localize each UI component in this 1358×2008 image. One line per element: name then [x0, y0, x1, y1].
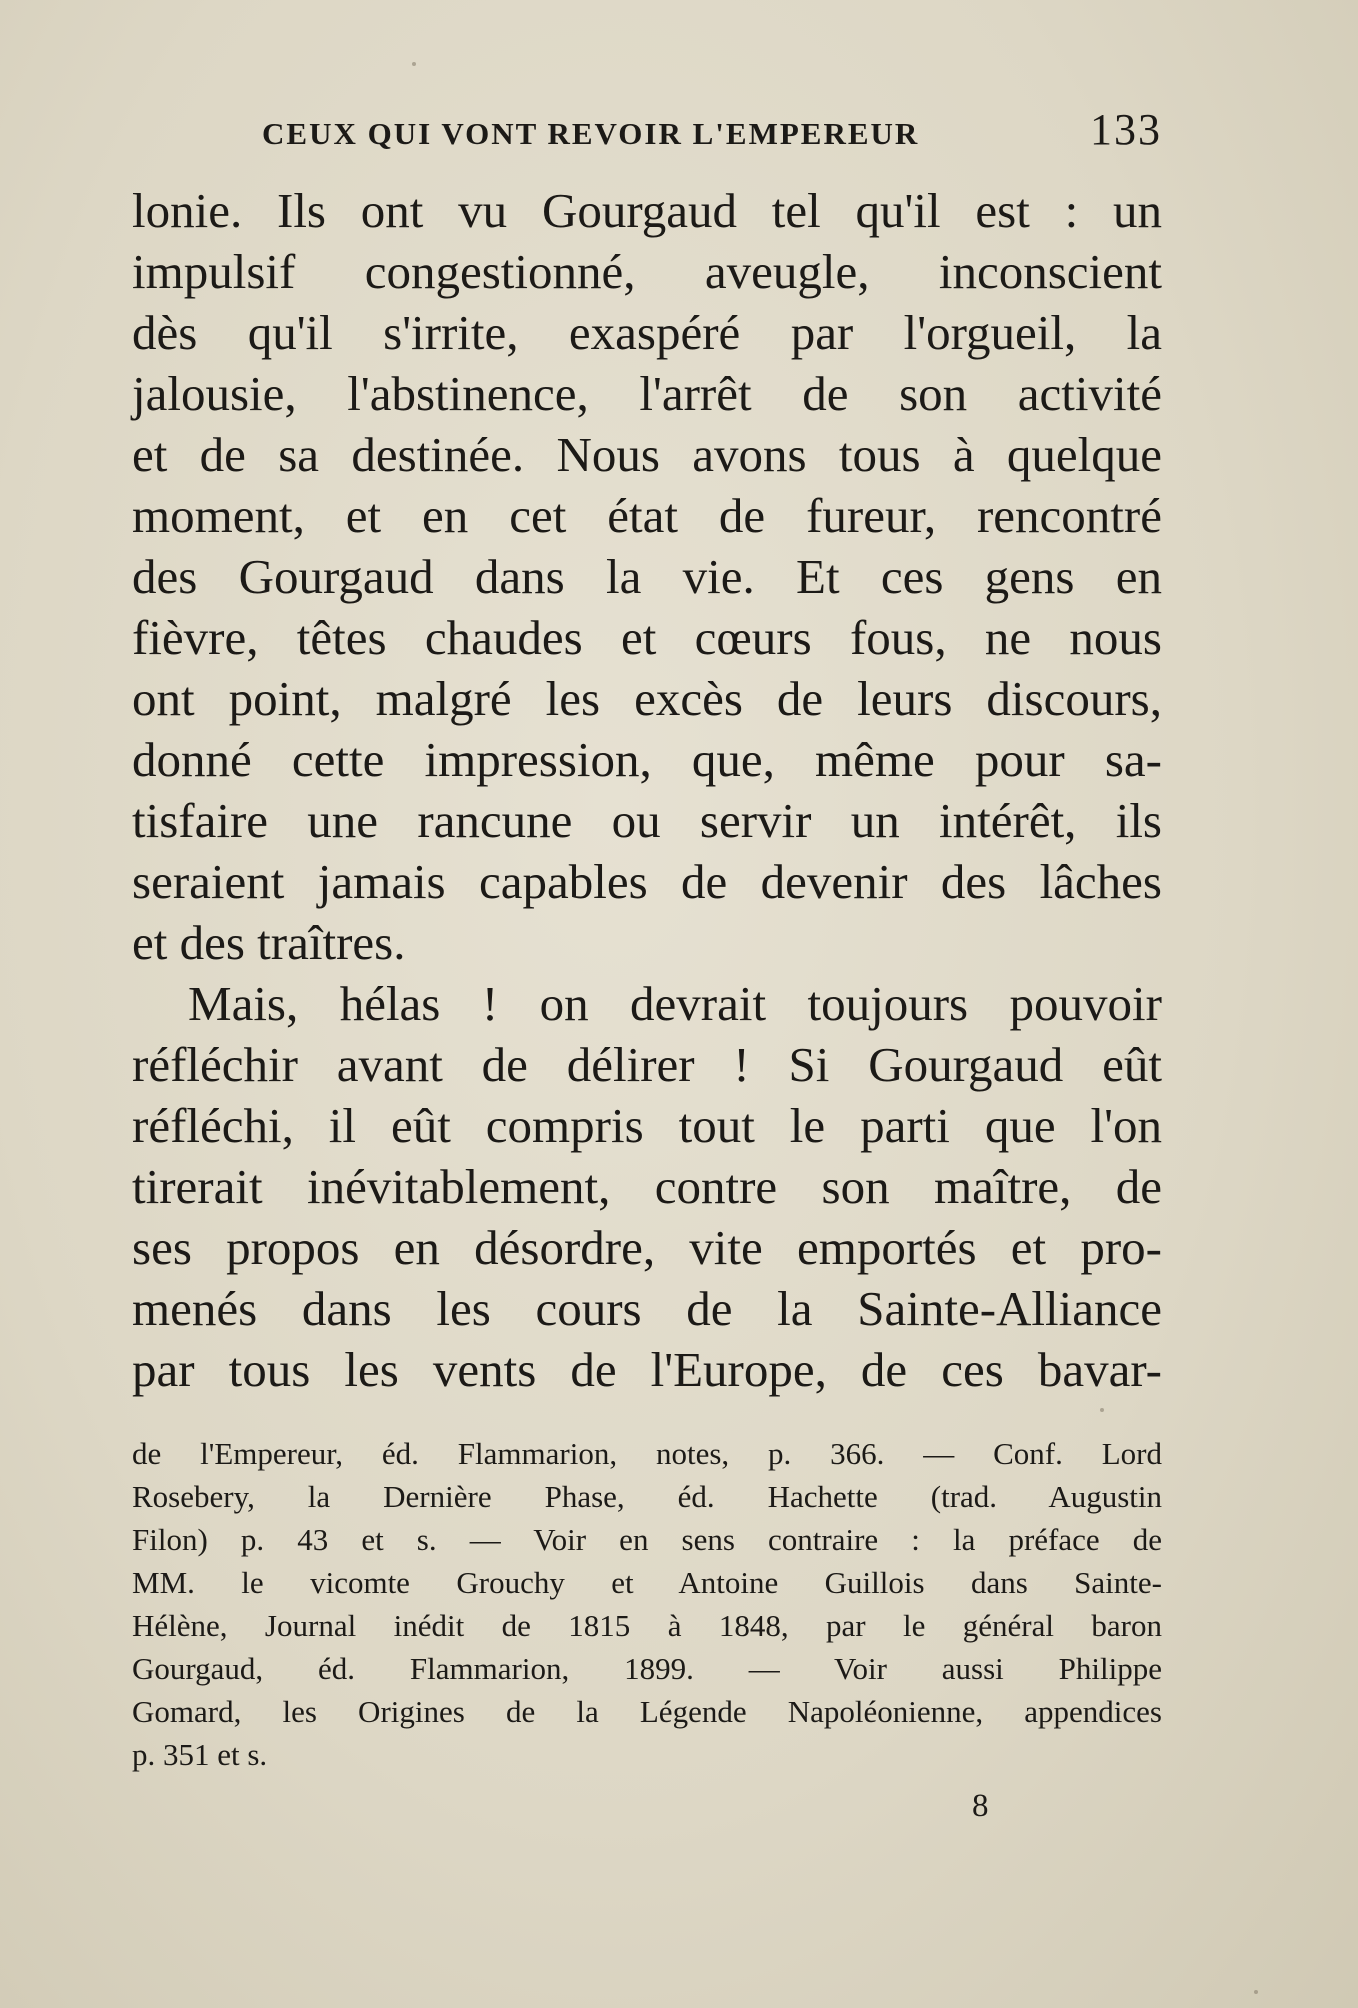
text-line: des Gourgaud dans la vie. Et ces gens en — [132, 549, 1162, 604]
text-line: donné cette impression, que, même pour sa- — [132, 732, 1162, 787]
footnote-line: MM. le vicomte Grouchy et Antoine Guillois dans Sainte- — [132, 1565, 1162, 1600]
text-line: lonie. Ils ont vu Gourgaud tel qu'il est : un — [132, 183, 1162, 238]
text-line: tirerait inévitablement, contre son maître, de — [132, 1159, 1162, 1214]
page-number: 133 — [1090, 105, 1162, 154]
footnote-line: Rosebery, la Dernière Phase, éd. Hachette (trad. Augustin — [132, 1479, 1162, 1514]
paper-speck — [1254, 1990, 1258, 1994]
text-line: seraient jamais capables de devenir des lâches — [132, 854, 1162, 909]
paper-speck — [1100, 1408, 1104, 1412]
text-line: moment, et en cet état de fureur, rencontré — [132, 488, 1162, 543]
text-line: menés dans les cours de la Sainte-Alliance — [132, 1281, 1162, 1336]
footnote-line: p. 351 et s. — [132, 1737, 268, 1772]
footnote-line: de l'Empereur, éd. Flammarion, notes, p. 366. — Conf. Lord — [132, 1436, 1162, 1471]
footnote-line: Gourgaud, éd. Flammarion, 1899. — Voir aussi Philippe — [132, 1651, 1162, 1686]
footnote-line: Gomard, les Origines de la Légende Napoléonienne, appendices — [132, 1694, 1162, 1729]
text-line: réfléchir avant de délirer ! Si Gourgaud eût — [132, 1037, 1162, 1092]
text-line: et de sa destinée. Nous avons tous à quelque — [132, 427, 1162, 482]
text-line: ont point, malgré les excès de leurs discours, — [132, 671, 1162, 726]
footnote-line: Filon) p. 43 et s. — Voir en sens contraire : la préface de — [132, 1522, 1162, 1557]
signature-mark: 8 — [972, 1788, 989, 1824]
running-title: CEUX QUI VONT REVOIR L'EMPEREUR — [262, 116, 920, 151]
text-line: fièvre, têtes chaudes et cœurs fous, ne nous — [132, 610, 1162, 665]
text-line: impulsif congestionné, aveugle, inconscient — [132, 244, 1162, 299]
running-head — [262, 104, 1162, 155]
text-line: ses propos en désordre, vite emportés et pro- — [132, 1220, 1162, 1275]
paper-speck — [412, 62, 416, 66]
text-line: réfléchi, il eût compris tout le parti que l'on — [132, 1098, 1162, 1153]
text-line: Mais, hélas ! on devrait toujours pouvoir — [188, 976, 1162, 1031]
text-line: par tous les vents de l'Europe, de ces bavar- — [132, 1342, 1162, 1397]
footnote — [132, 1432, 1162, 1776]
text-line: jalousie, l'abstinence, l'arrêt de son activité — [132, 366, 1162, 421]
text-line: tisfaire une rancune ou servir un intérêt, ils — [132, 793, 1162, 848]
text-line: et des traîtres. — [132, 915, 406, 970]
footnote-line: Hélène, Journal inédit de 1815 à 1848, par le général baron — [132, 1608, 1162, 1643]
body-text — [132, 180, 1162, 1400]
text-line: dès qu'il s'irrite, exaspéré par l'orgueil, la — [132, 305, 1162, 360]
